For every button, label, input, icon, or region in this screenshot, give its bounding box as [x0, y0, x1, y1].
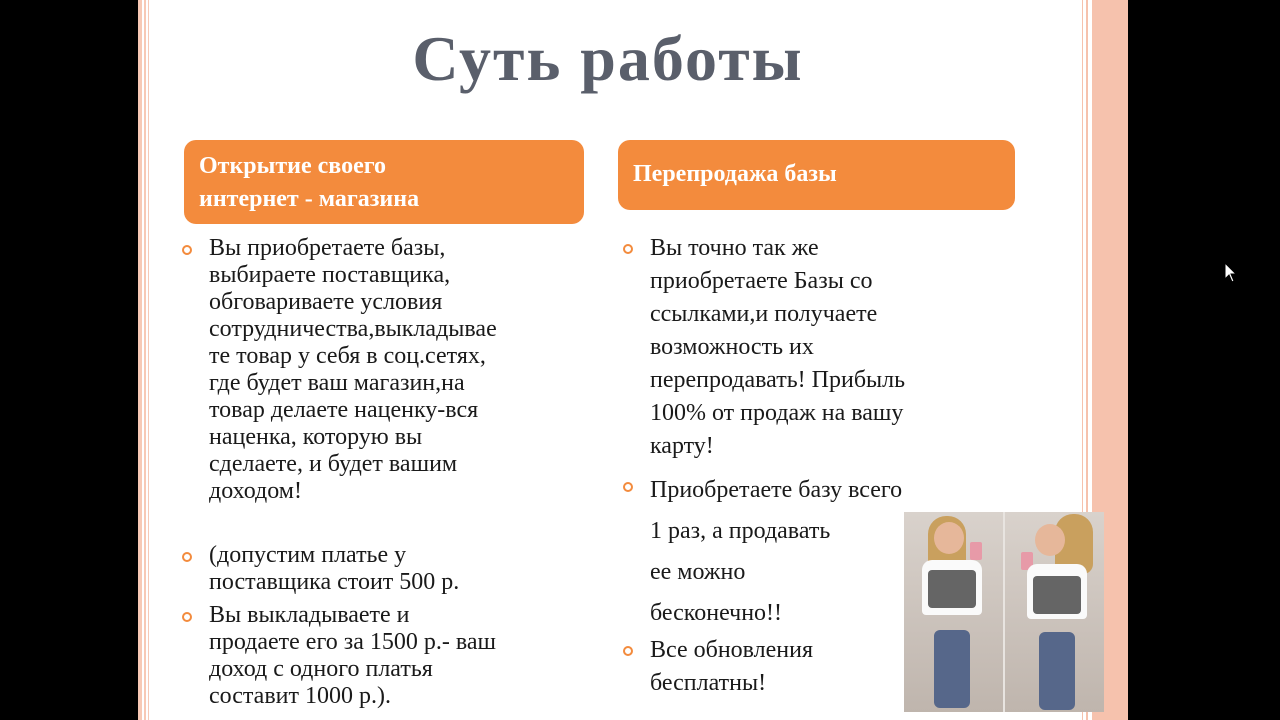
circle-bullet-icon [623, 646, 633, 656]
left-header-text: Открытие своего интернет - магазина [199, 153, 420, 212]
list-item [650, 232, 990, 463]
bullet-text: Все обновления бесплатны! [650, 637, 814, 696]
left-border-line-thin [148, 0, 149, 720]
left-column-header [184, 140, 584, 224]
circle-bullet-icon [623, 244, 633, 254]
left-border-stripe [138, 0, 142, 720]
bullet-text: (допустим платье у поставщика стоит 500 р. [209, 542, 460, 595]
list-item [209, 235, 589, 505]
bullet-text: Вы приобретаете базы, выбираете поставщика, обговариваете условия сотрудничества,выкладывае те товар у себя в соц.сетях, где будет ваш магазин,на товар делаете наценку-вся наценка, которую вы сделаете, и будет вашим доходом! [209, 235, 497, 504]
product-photo [904, 512, 1104, 712]
bullet-text: Вы точно так же приобретаете Базы со ссылками,и получаете возможность их перепродавать! Прибыль 100% от продаж на вашу карту! [650, 235, 906, 459]
right-column-header [618, 140, 1015, 210]
circle-bullet-icon [623, 482, 633, 492]
photo-panel-left [904, 512, 1003, 712]
slide-title: Суть работы [412, 23, 804, 94]
bullet-text: Вы выкладываете и продаете его за 1500 р.- ваш доход с одного платья составит 1000 р.). [209, 602, 496, 709]
right-header-text: Перепродажа базы [633, 161, 837, 187]
list-item [209, 602, 589, 710]
photo-panel-right [1005, 512, 1104, 712]
list-item [209, 542, 589, 596]
circle-bullet-icon [182, 612, 192, 622]
left-border-line [144, 0, 146, 720]
slide [138, 0, 1128, 720]
bullet-text: Приобретаете базу всего 1 раз, а продавать ее можно бесконечно!! [650, 477, 903, 626]
circle-bullet-icon [182, 245, 192, 255]
circle-bullet-icon [182, 552, 192, 562]
